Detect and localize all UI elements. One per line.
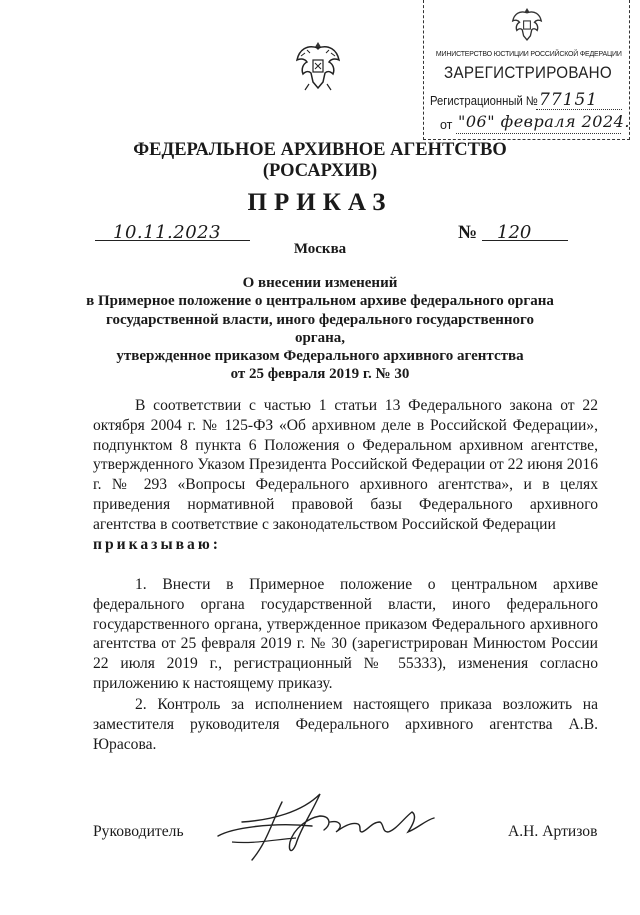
item-1-paragraph: 1. Внести в Примерное положение о центральном архиве федерального органа государственной власти, иного федерального государственного органа, утвержденное приказом Федерального архивного агентства от 25 февраля 2019 г. № 30 (зарегистрирован Минюстом России 22 июля 2019 г., регистрационный № 55333), изменения согласно приложению к настоящему приказу. <box>93 576 598 692</box>
stamp-reg-number: 77151 <box>539 90 599 110</box>
stamp-ministry: МИНИСТЕРСТВО ЮСТИЦИИ РОССИЙСКОЙ ФЕДЕРАЦИИ <box>435 49 622 58</box>
order-word: приказываю: <box>93 535 221 553</box>
subject-line: от 25 февраля 2019 г. № 30 <box>230 366 410 383</box>
stamp-date: "06" февраля 2024. <box>458 112 630 131</box>
signatory-role: Руководитель <box>93 823 184 840</box>
document-type: ПРИКАЗ <box>247 189 393 216</box>
stamp-coat-of-arms-icon <box>510 6 544 44</box>
item-2-paragraph: 2. Контроль за исполнением настоящего приказа возложить на заместителя руководителя Федерального архивного агентства А.В. Юрасова. <box>93 696 598 753</box>
stamp-divider <box>456 133 621 134</box>
preamble-paragraph <box>93 396 598 554</box>
subject-line: О внесении изменений <box>242 275 398 291</box>
stamp-date-label: от <box>440 118 453 132</box>
stamp-reg-number-label: Регистрационный № <box>430 94 538 108</box>
handwritten-signature <box>212 782 442 870</box>
agency-name <box>0 140 640 182</box>
coat-of-arms-icon <box>293 38 343 94</box>
agency-line-2: (РОСАРХИВ) <box>262 161 378 181</box>
subject-line: в Примерное положение о центральном архиве федерального органа <box>86 293 554 310</box>
order-number: 120 <box>497 222 532 243</box>
signatory-name: А.Н. Артизов <box>508 823 598 840</box>
number-sign: № <box>458 222 478 243</box>
subject-line: утвержденное приказом Федерального архивного агентства <box>116 348 524 365</box>
stamp-divider <box>536 109 622 110</box>
order-date: 10.11.2023 <box>113 222 222 243</box>
subject-line: государственной власти, иного федерального государственного органа, <box>106 311 534 346</box>
preamble-text: В соответствии с частью 1 статьи 13 Федерального закона от 22 октября 2004 г. № 125-ФЗ «Об архивном деле в Российской Федерации», подпунктом 8 пункта 6 Положения о Федеральном архивном агентстве, утвержденного Указом Президента Российской Федерации от 22 июня 2016 г. № 293 «Вопросы Федерального архивного агентства», и в целях приведения нормативной правовой базы Федерального архивного агентства в соответствие с законодательством Российской Федерации <box>93 397 598 533</box>
order-subject <box>80 274 560 384</box>
agency-line-1: ФЕДЕРАЛЬНОЕ АРХИВНОЕ АГЕНТСТВО <box>133 140 507 160</box>
stamp-registered: ЗАРЕГИСТРИРОВАНО <box>444 64 612 82</box>
registration-stamp <box>423 0 630 140</box>
city: Москва <box>293 241 347 257</box>
